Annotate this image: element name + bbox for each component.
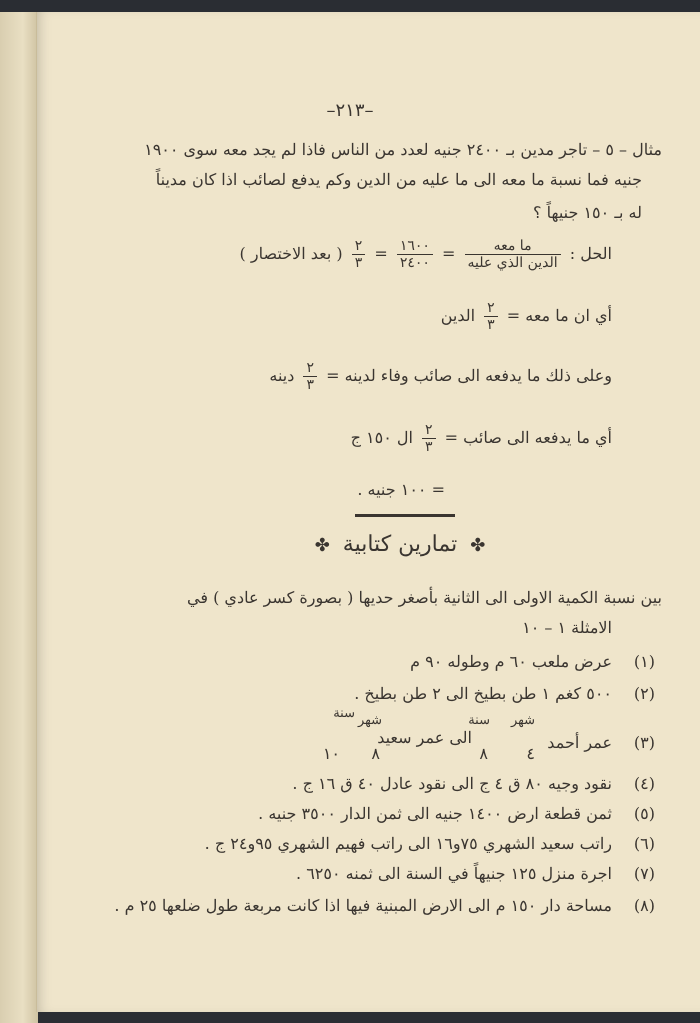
exercise-number: (٥) xyxy=(633,804,655,823)
solution-line-4 xyxy=(351,422,612,455)
exercise-item: مساحة دار ١٥٠ م الى الارض المبنية فيها اذا كانت مربعة طول ضلعها ٢٥ م . xyxy=(114,896,612,915)
solution-text: ال ١٥٠ ج xyxy=(350,428,413,447)
exercise-item: نقود وجيه ٨٠ ق ٤ ج الى نقود عادل ٤٠ ق ١٦ ج . xyxy=(292,774,612,793)
example-line-3: له بـ ١٥٠ جنيهاً ؟ xyxy=(532,203,642,222)
section-divider xyxy=(355,514,455,517)
column-header-year: سنة xyxy=(333,706,355,721)
fraction-numerator: ٢ xyxy=(306,360,314,376)
fraction-denominator: ٣ xyxy=(303,376,317,393)
exercise-number: (٦) xyxy=(633,834,655,853)
book-spine xyxy=(0,0,38,1023)
exercise-number: (٢) xyxy=(633,684,655,703)
solution-label: الحل : xyxy=(569,244,612,263)
column-header-year: سنة xyxy=(468,713,490,728)
example-line-1: مثال – ٥ – تاجر مدين بـ ٢٤٠٠ جنيه لعدد من الناس فاذا لم يجد معه سوى ١٩٠٠ xyxy=(144,140,662,159)
fraction-amounts xyxy=(397,238,433,271)
page-number: –٢١٣– xyxy=(326,100,374,121)
exercises-intro-1: بين نسبة الكمية الاولى الى الثانية بأصغر حديها ( بصورة كسر عادي ) في xyxy=(187,588,662,607)
exercise-item: راتب سعيد الشهري ٧٥و١٦ الى راتب فهيم الشهري ٩٥و٢٤ ج . xyxy=(204,834,612,853)
exercises-intro-2: الامثلة ١ – ١٠ xyxy=(522,618,612,637)
solution-text: دينه xyxy=(269,366,295,385)
ornament-icon: ✤ xyxy=(314,535,330,556)
solution-line-2 xyxy=(441,300,612,333)
exercises-title-text: تمارين كتابية xyxy=(342,532,458,557)
solution-line-5: = ١٠٠ جنيه . xyxy=(357,480,445,499)
fraction-numerator: ١٦٠٠ xyxy=(399,238,430,254)
exercise-item: عمر أحمد xyxy=(547,733,612,752)
ornament-icon: ✤ xyxy=(470,535,486,556)
book-page xyxy=(36,12,700,1012)
item3-value: ١٠ xyxy=(322,744,340,763)
fraction-denominator: ٢٤٠٠ xyxy=(397,254,433,271)
fraction-denominator: ٣ xyxy=(484,316,498,333)
item3-value: ٤ xyxy=(526,744,535,763)
example-line-2: جنيه فما نسبة ما معه الى ما عليه من الدين وكم يدفع لصائب اذا كان مديناً xyxy=(155,170,642,189)
solution-line-3 xyxy=(269,360,612,393)
exercise-number: (٨) xyxy=(633,896,655,915)
fraction-numerator: ٢ xyxy=(354,238,363,254)
exercise-number: (١) xyxy=(633,652,655,671)
fraction-denominator: الدين الذي عليه xyxy=(465,254,561,271)
exercise-number: (٤) xyxy=(633,774,655,793)
column-header-month: شهر xyxy=(510,713,535,728)
solution-text: أي ما يدفعه الى صائب = xyxy=(444,428,612,447)
item3-value: ٨ xyxy=(371,744,380,763)
simplification-note: ( بعد الاختصار ) xyxy=(239,244,343,263)
exercise-item: ثمن قطعة ارض ١٤٠٠ جنيه الى ثمن الدار ٣٥٠٠ جنيه . xyxy=(258,804,612,823)
solution-text: وعلى ذلك ما يدفعه الى صائب وفاء لدينه = xyxy=(326,366,612,385)
fraction-denominator: ٣ xyxy=(422,438,436,455)
solution-text: أي ان ما معه = xyxy=(506,306,612,325)
fraction-two-thirds xyxy=(422,422,436,455)
fraction-debt xyxy=(465,238,561,271)
item3-value: ٨ xyxy=(479,744,488,763)
top-edge xyxy=(0,0,700,12)
column-header-month: شهر xyxy=(357,713,382,728)
fraction-numerator: ٢ xyxy=(425,422,433,438)
fraction-two-thirds xyxy=(303,360,317,393)
fraction-simplified xyxy=(352,238,366,271)
solution-line-1 xyxy=(240,238,612,271)
fraction-denominator: ٣ xyxy=(352,254,366,271)
exercise-item: اجرة منزل ١٢٥ جنيهاً في السنة الى ثمنه ٦٢٥٠ . xyxy=(296,864,612,883)
fraction-two-thirds xyxy=(484,300,498,333)
solution-text: الدين xyxy=(440,306,476,325)
equals-sign: = xyxy=(374,244,388,263)
exercise-item: ٥٠٠ كغم ١ طن بطيخ الى ٢ طن بطيخ . xyxy=(354,684,612,703)
exercises-title xyxy=(280,532,520,557)
exercise-item: عرض ملعب ٦٠ م وطوله ٩٠ م xyxy=(410,652,612,671)
exercise-number: (٧) xyxy=(633,864,655,883)
fraction-numerator: ما معه xyxy=(493,238,532,254)
item3-mid: الى عمر سعيد xyxy=(377,728,472,747)
fraction-numerator: ٢ xyxy=(487,300,495,316)
exercise-number: (٣) xyxy=(633,733,655,752)
equals-sign: = xyxy=(442,244,456,263)
